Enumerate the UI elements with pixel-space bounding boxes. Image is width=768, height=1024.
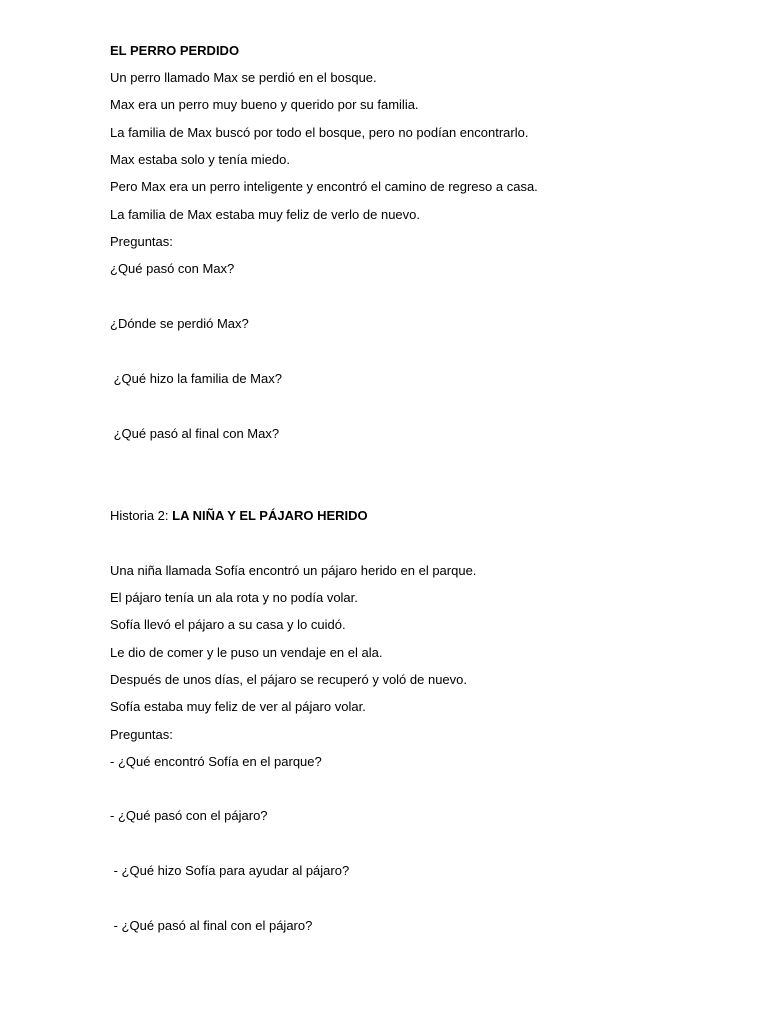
- story2-prefix: Historia 2:: [110, 508, 173, 523]
- story1-title: EL PERRO PERDIDO: [110, 43, 240, 58]
- story1-line-3: La familia de Max buscó por todo el bosque, pero no podían encontrarlo.: [110, 125, 529, 140]
- story2-line-1: Una niña llamada Sofía encontró un pájaro herido en el parque.: [110, 563, 477, 578]
- story1-question-3: ¿Qué hizo la familia de Max?: [110, 371, 282, 386]
- story2-heading: [110, 508, 368, 524]
- story1-line-2: Max era un perro muy bueno y querido por su familia.: [110, 97, 419, 112]
- story1-line-4: Max estaba solo y tenía miedo.: [110, 152, 290, 167]
- story2-question-2: - ¿Qué pasó con el pájaro?: [110, 808, 268, 823]
- story1-question-4: ¿Qué pasó al final con Max?: [110, 426, 280, 441]
- story2-line-5: Después de unos días, el pájaro se recuperó y voló de nuevo.: [110, 672, 468, 687]
- story1-question-1: ¿Qué pasó con Max?: [110, 261, 235, 276]
- story2-line-3: Sofía llevó el pájaro a su casa y lo cuidó.: [110, 617, 346, 632]
- story2-question-1: - ¿Qué encontró Sofía en el parque?: [110, 754, 322, 769]
- story1-questions-label: Preguntas:: [110, 234, 173, 249]
- story1-question-2: ¿Dónde se perdió Max?: [110, 316, 249, 331]
- story1-line-1: Un perro llamado Max se perdió en el bosque.: [110, 70, 377, 85]
- story2-title: LA NIÑA Y EL PÁJARO HERIDO: [172, 508, 368, 523]
- story1-line-5: Pero Max era un perro inteligente y encontró el camino de regreso a casa.: [110, 179, 538, 194]
- story1-line-6: La familia de Max estaba muy feliz de verlo de nuevo.: [110, 207, 421, 222]
- story2-questions-label: Preguntas:: [110, 727, 173, 742]
- story2-line-6: Sofía estaba muy feliz de ver al pájaro volar.: [110, 699, 366, 714]
- story2-question-3: - ¿Qué hizo Sofía para ayudar al pájaro?: [110, 863, 350, 878]
- story2-line-4: Le dio de comer y le puso un vendaje en el ala.: [110, 645, 383, 660]
- story2-line-2: El pájaro tenía un ala rota y no podía volar.: [110, 590, 358, 605]
- story2-question-4: - ¿Qué pasó al final con el pájaro?: [110, 918, 313, 933]
